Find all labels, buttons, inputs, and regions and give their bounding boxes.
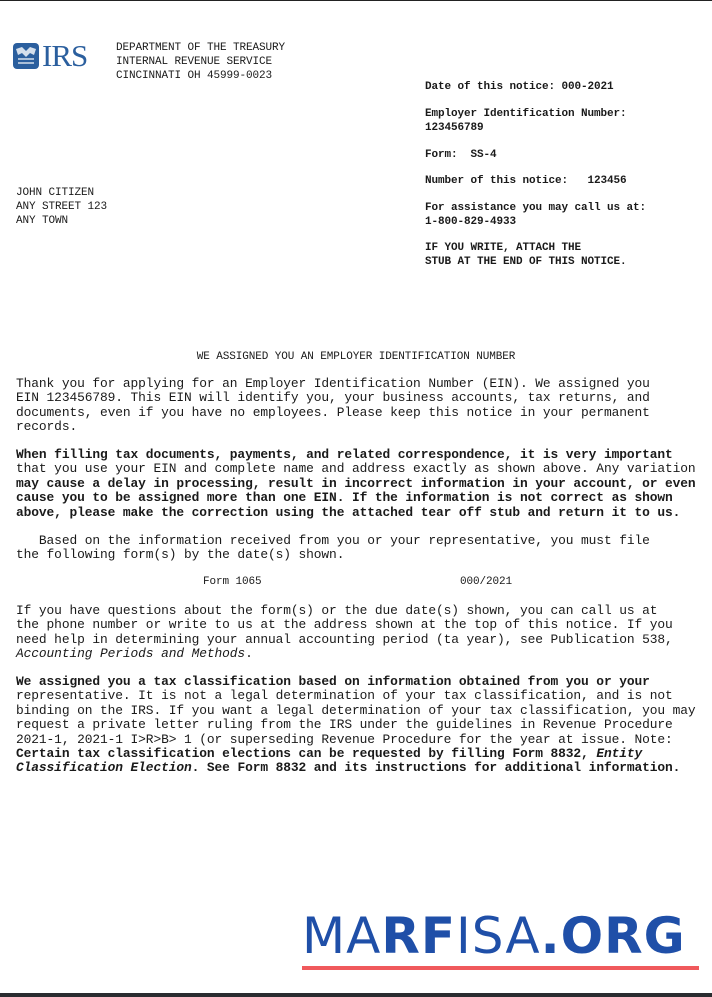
irs-logo: [12, 38, 87, 74]
text-fragment: .: [245, 646, 253, 662]
ein-label: Employer Identification Number:: [425, 108, 627, 120]
text-line: the following form(s) by the date(s) shown.: [16, 547, 345, 563]
write-instruction: IF YOU WRITE, ATTACH THE: [425, 242, 582, 254]
paragraph-questions: [16, 604, 673, 662]
ein-value: 123456789: [425, 122, 484, 134]
irs-eagle-icon: [12, 41, 40, 71]
irs-logo-text: IRS: [42, 38, 88, 73]
text-line: the phone number or write to us at the address shown at the top of this notice. If you: [16, 617, 673, 633]
text-line: representative. It is not a legal determination of your tax classification, and is not: [16, 688, 673, 704]
form-type: Form: SS-4: [425, 149, 497, 161]
notice-date: Date of this notice: 000-2021: [425, 81, 614, 93]
top-border: [0, 0, 712, 1]
form-title: Classification Election: [16, 760, 192, 776]
watermark-text: ISA: [456, 907, 541, 965]
text-line: records.: [16, 419, 78, 435]
assistance-phone: 1-800-829-4933: [425, 216, 517, 228]
text-line: When filling tax documents, payments, and related correspondence, it is very important: [16, 447, 673, 462]
notice-number: Number of this notice: 123456: [425, 175, 627, 187]
text-line: If you have questions about the form(s) or the due date(s) shown, you can call us at: [16, 603, 658, 618]
text-line: 2021-1, 2021-1 I>R>B> 1 (or superseding Revenue Procedure for the year at issue. Note:: [16, 731, 673, 747]
text-line: We assigned you a tax classification based on information obtained from you or your: [16, 674, 650, 689]
publication-title: Accounting Periods and Methods: [16, 646, 246, 662]
write-instruction: STUB AT THE END OF THIS NOTICE.: [425, 256, 627, 268]
recipient-line: JOHN CITIZEN: [16, 187, 95, 199]
watermark-text: RF: [381, 907, 456, 965]
paragraph-ein-assigned: [16, 377, 650, 435]
agency-address: [116, 41, 285, 83]
text-line: may cause a delay in processing, result in incorrect information in your account, or even: [16, 475, 696, 491]
text-line: request a private letter ruling from the IRS under the guidelines in Revenue Procedure: [16, 717, 673, 733]
text-fragment: Certain tax classification elections can be requested by filling Form 8832,: [16, 746, 597, 762]
notice-info: [425, 80, 646, 269]
paragraph-use-ein: [16, 448, 696, 520]
notice-title: WE ASSIGNED YOU AN EMPLOYER IDENTIFICATION NUMBER: [196, 351, 516, 363]
paragraph-file-forms: [16, 534, 650, 563]
recipient-line: ANY STREET 123: [16, 201, 108, 213]
recipient-address: [16, 186, 107, 228]
text-line: above, please make the correction using the attached tear off stub and return it to us.: [16, 504, 681, 520]
form-due-form: Form 1065: [203, 576, 262, 588]
recipient-line: ANY TOWN: [16, 215, 69, 227]
form-title: Entity: [596, 746, 643, 762]
text-fragment: . See Form 8832 and its instructions for additional information.: [191, 760, 681, 776]
form-due-date: 000/2021: [460, 576, 513, 588]
text-line: documents, even if you have no employees. Please keep this notice in your permanent: [16, 404, 650, 420]
text-line: EIN 123456789. This EIN will identify you, your business accounts, tax returns, and: [16, 390, 650, 406]
assistance-label: For assistance you may call us at:: [425, 202, 647, 214]
bottom-bar: [0, 993, 712, 997]
agency-line: INTERNAL REVENUE SERVICE: [116, 56, 273, 68]
text-line: Based on the information received from you or your representative, you must file: [16, 533, 650, 548]
text-line: need help in determining your annual accounting period (ta year), see Publication 538,: [16, 631, 673, 647]
text-line: binding on the IRS. If you want a legal determination of your tax classification, you may: [16, 702, 696, 718]
marfisa-watermark: [302, 908, 686, 964]
agency-line: DEPARTMENT OF THE TREASURY: [116, 42, 286, 54]
agency-line: CINCINNATI OH 45999-0023: [116, 70, 273, 82]
text-line: Thank you for applying for an Employer Identification Number (EIN). We assigned you: [16, 376, 650, 391]
watermark-text: MA: [302, 907, 382, 965]
paragraph-tax-classification: [16, 675, 696, 776]
watermark-text: .ORG: [540, 907, 686, 965]
watermark-underline: [302, 966, 699, 970]
text-line: cause you to be assigned more than one EIN. If the information is not correct as shown: [16, 490, 673, 506]
text-line: that you use your EIN and complete name and address exactly as shown above. Any variation: [16, 461, 696, 477]
